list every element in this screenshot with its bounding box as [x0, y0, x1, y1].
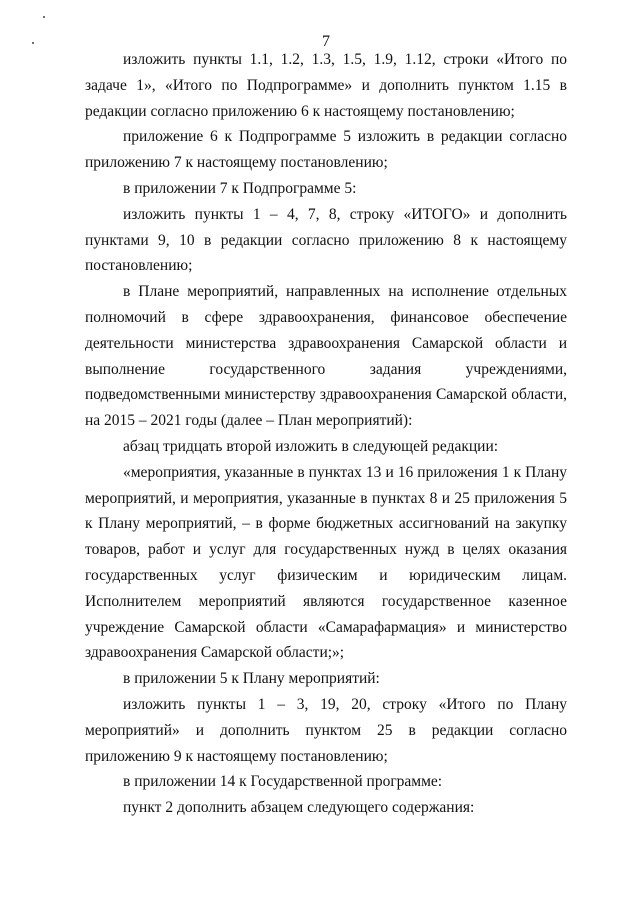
paragraph: изложить пункты 1 – 3, 19, 20, строку «Итого по Плану мероприятий» и дополнить пунктом 25 в редакции согласно приложению 9 к настоящему постановлению;: [85, 695, 567, 765]
paragraph: изложить пункты 1.1, 1.2, 1.3, 1.5, 1.9, 1.12, строки «Итого по задаче 1», «Итого по Подпрограмме» и дополнить пунктом 1.15 в редакции согласно приложению 6 к настоящему постановлению;: [85, 51, 567, 120]
paragraph: пункт 2 дополнить абзацем следующего содержания:: [123, 799, 475, 817]
paragraph: абзац тридцать второй изложить в следующей редакции:: [123, 437, 499, 455]
paragraph: приложение 6 к Подпрограмме 5 изложить в редакции согласно приложению 7 к настоящему постановлению;: [85, 128, 567, 172]
paragraph: изложить пункты 1 – 4, 7, 8, строку «ИТОГО» и дополнить пунктами 9, 10 в редакции согласно приложению 8 к настоящему постановлению;: [85, 205, 567, 275]
paragraph: в Плане мероприятий, направленных на исполнение отдельных полномочий в сфере здравоохранения, финансовое обеспечение деятельности министерства здравоохранения Самарской области и выполнение государственного задания учреждениями, подведомственными министерству здравоохранения Самарской области, на 2015 – 2021 годы (далее – План мероприятий):: [85, 283, 567, 430]
paragraph: «мероприятия, указанные в пунктах 13 и 16 приложения 1 к Плану мероприятий, и мероприятия, указанные в пунктах 8 и 25 приложения 5 к Плану мероприятий, – в форме бюджетных ассигнований на закупку товаров, работ и услуг для государственных нужд в целях оказания государственных услуг физическим и юридическим лицам. Исполнителем мероприятий являются государственное казенное учреждение Самарской области «Самарафармация» и министерство здравоохранения Самарской области;»;: [85, 463, 567, 662]
paragraph: в приложении 14 к Государственной программе:: [123, 773, 443, 791]
document-body: [85, 47, 567, 821]
paragraph: в приложении 5 к Плану мероприятий:: [123, 670, 380, 688]
page-number: 7: [322, 33, 330, 50]
paragraph: в приложении 7 к Подпрограмме 5:: [123, 179, 357, 197]
scan-speck: [43, 16, 45, 18]
